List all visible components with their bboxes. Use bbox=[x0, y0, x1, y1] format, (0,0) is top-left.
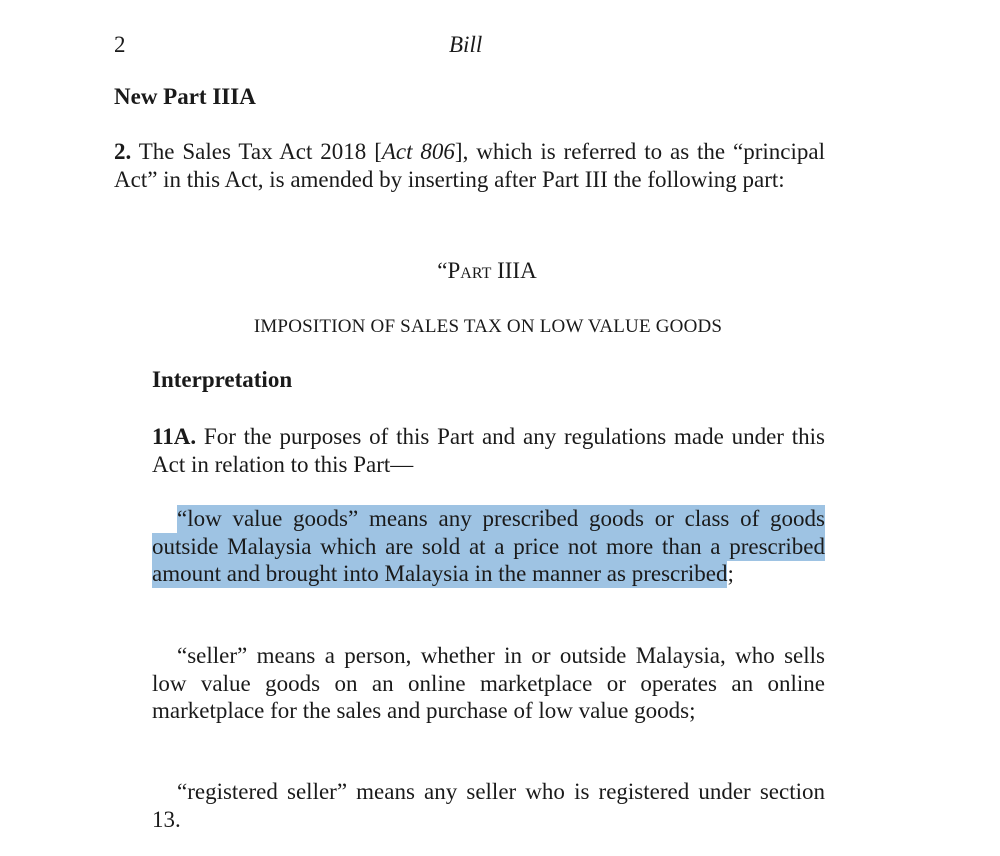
definition-low-value-goods bbox=[152, 505, 825, 588]
section-number-suffix: A. bbox=[173, 424, 197, 449]
inserted-part-title bbox=[0, 258, 974, 284]
part-heading-main: New Part III bbox=[114, 84, 240, 109]
inserted-part-title-suffix: A bbox=[520, 258, 537, 283]
part-heading bbox=[114, 84, 256, 110]
inserted-part-subtitle: IMPOSITION OF SALES TAX ON LOW VALUE GOODS bbox=[253, 316, 723, 337]
definition-seller: “seller” means a person, whether in or outside Malaysia, who sells low value goods on an online marketplace or operates an online marketplace for the sales and purchase of low value goods; bbox=[152, 643, 825, 723]
page-number: 2 bbox=[114, 32, 126, 57]
section-11a-paragraph bbox=[152, 423, 825, 478]
section-text: For the purposes of this Part and any regulations made under this Act in relation to this Part— bbox=[152, 424, 825, 477]
amendment-text-before: The Sales Tax Act 2018 [ bbox=[131, 139, 382, 164]
highlighted-selection[interactable]: “low value goods” means any prescribed goods or class of goods outside Malaysia which are sold at a price not more than a prescribed amount and brought into Malaysia in the manner as prescribed bbox=[152, 506, 825, 586]
definition-registered-seller: “registered seller” means any seller who is registered under section 13. bbox=[152, 779, 825, 832]
part-heading-suffix: A bbox=[239, 84, 256, 109]
definition-trailing-punctuation: ; bbox=[727, 561, 734, 586]
running-title: Bill bbox=[449, 32, 483, 57]
amendment-text-after: ], which is referred to as the “principal Act” in this Act, is amended by inserting after Part III the following part: bbox=[114, 139, 825, 192]
section-number-main: 11 bbox=[152, 424, 174, 449]
interpretation-heading: Interpretation bbox=[152, 367, 293, 392]
inserted-part-title-prefix: “Part III bbox=[437, 258, 521, 283]
act-reference: Act 806 bbox=[381, 139, 455, 164]
amendment-paragraph bbox=[114, 138, 825, 193]
amendment-number: 2. bbox=[114, 139, 132, 164]
